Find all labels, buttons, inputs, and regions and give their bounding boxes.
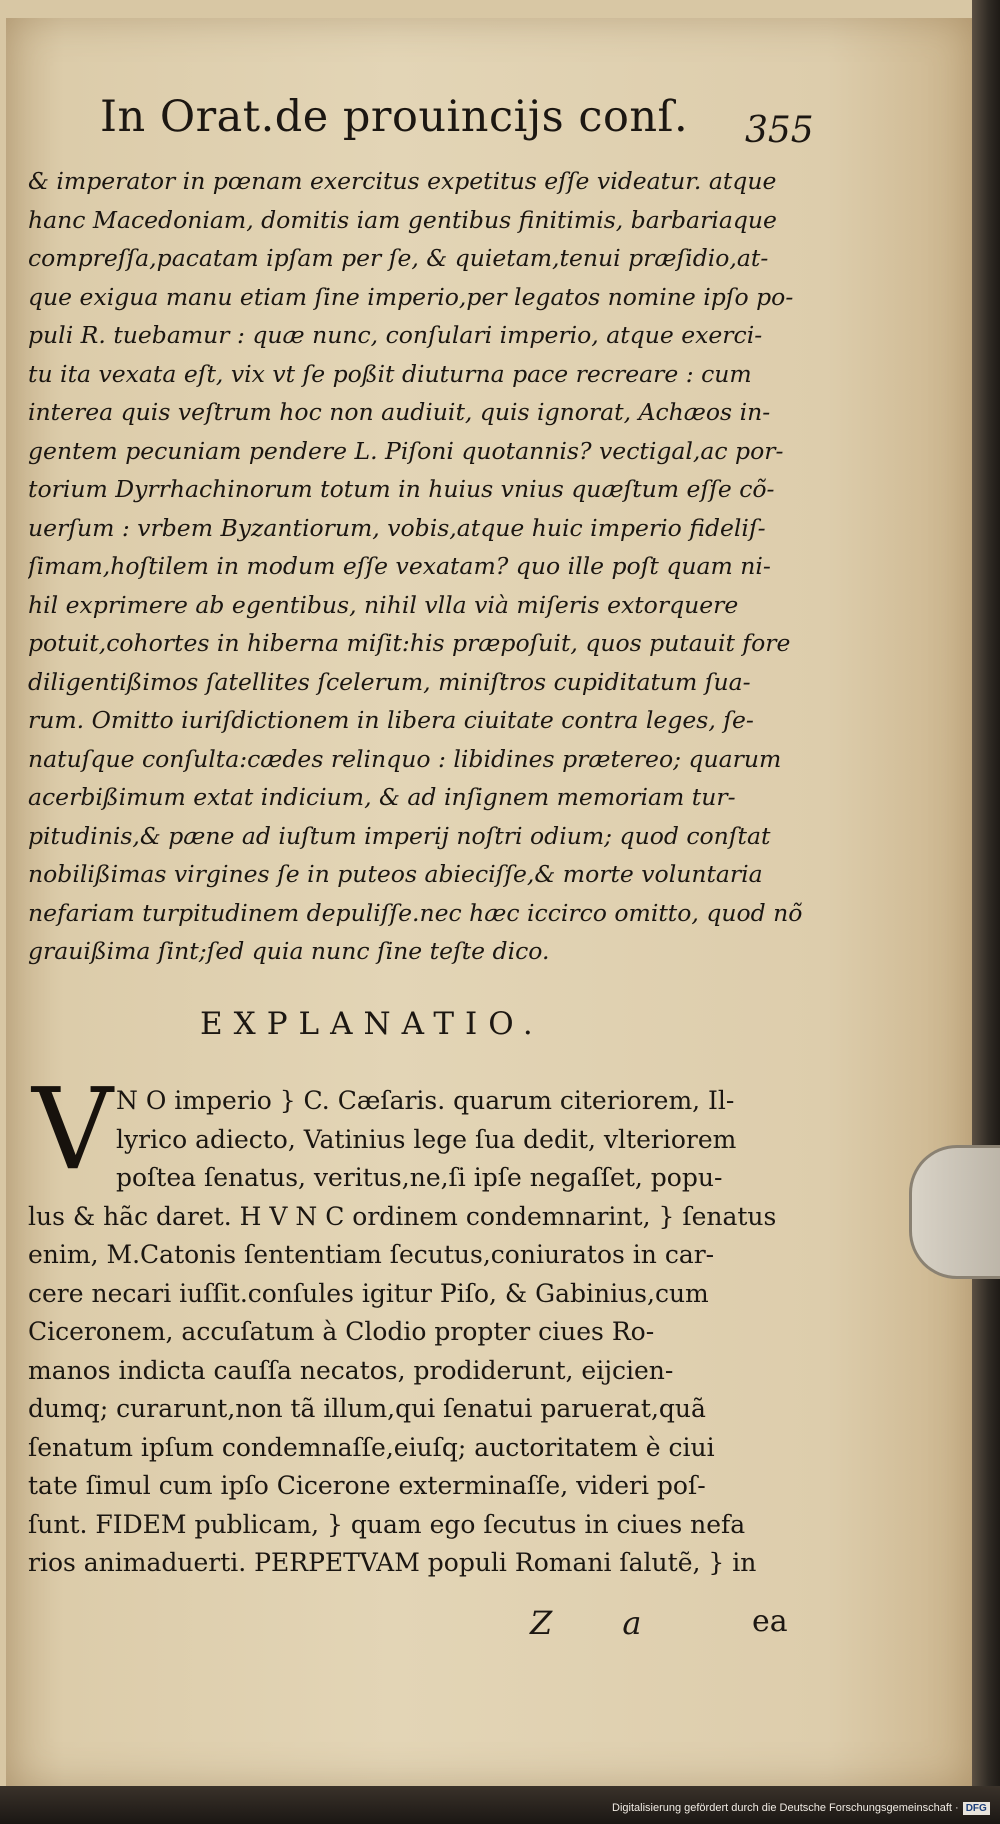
text-line: lyrico adiecto, Vatinius lege ſua dedit, vlteriorem — [116, 1124, 737, 1154]
page-number: 355 — [745, 110, 814, 151]
text-line: grauißima ſint;ſed quia nunc ſine teſte dico. — [28, 937, 550, 965]
text-line: cere necari iuſſit.conſules igitur Piſo, & Gabinius,cum — [28, 1278, 709, 1308]
drop-capital: V — [32, 1065, 113, 1195]
text-line: & imperator in pœnam exercitus expetitus eſſe videatur. atque — [28, 167, 777, 195]
text-line: uerſum : vrbem Byzantiorum, vobis,atque huic imperio fideliſ- — [28, 513, 766, 542]
digitization-credit — [612, 1802, 990, 1815]
text-line: dumq; curarunt,non tã illum,qui ſenatui paruerat,quã — [28, 1394, 706, 1423]
text-line: puli R. tuebamur : quæ nunc, conſulari imperio, atque exerci- — [28, 321, 763, 349]
text-line: torium Dyrrhachinorum totum in huius vnius quæſtum eſſe cõ- — [28, 475, 775, 503]
text-line: que exigua manu etiam ſine imperio,per legatos nomine ipſo po- — [28, 282, 794, 311]
text-line: ſenatum ipſum condemnaſſe,eiuſq; auctoritatem è ciui — [28, 1432, 715, 1462]
text-line: pitudinis,& pæne ad iuſtum imperij noſtri odium; quod conſtat — [28, 821, 771, 850]
text-line: nobilißimas virgines ſe in puteos abieciſſe,& morte voluntaria — [28, 860, 763, 888]
section-heading: EXPLANATIO. — [200, 1006, 544, 1042]
text-line: manos indicta cauſſa necatos, prodiderunt, eijcien- — [28, 1355, 674, 1385]
text-line: interea quis veſtrum hoc non audiuit, quis ignorat, Achæos in- — [28, 398, 771, 426]
text-line: enim, M.Catonis ſententiam ſecutus,coniuratos in car- — [28, 1240, 715, 1269]
text-line: ſunt. FIDEM publicam, } quam ego ſecutus in ciues nefa — [28, 1509, 746, 1539]
text-line: poſtea ſenatus, veritus,ne,ſi ipſe negaſſet, popu- — [116, 1163, 723, 1192]
credit-text: Digitalisierung gefördert durch die Deutsche Forschungsgemeinschaft · — [612, 1802, 959, 1814]
text-line: compreſſa,pacatam ipſam per ſe, & quietam,tenui præſidio,at- — [28, 244, 769, 272]
text-line: hanc Macedoniam, domitis iam gentibus finitimis, barbariaque — [28, 205, 777, 234]
text-line: nefariam turpitudinem depuliſſe.nec hæc iccirco omitto, quod nõ — [28, 898, 803, 927]
catchword: ea — [752, 1604, 788, 1639]
dfg-logo: DFG — [963, 1802, 990, 1815]
text-line: tate ſimul cum ipſo Cicerone exterminaſſe, videri poſ- — [28, 1471, 706, 1500]
text-line: rios animaduerti. PERPETVAM populi Romani ſalutẽ, } in — [28, 1548, 757, 1577]
text-line: ſimam,hoſtilem in modum eſſe vexatam? quo ille poſt quam ni- — [28, 552, 771, 580]
text-line: acerbißimum extat indicium, & ad inſignem memoriam tur- — [28, 783, 736, 811]
text-line: lus & hãc daret. H V N C ordinem condemnarint, } ſenatus — [28, 1201, 777, 1231]
text-line: gentem pecuniam pendere L. Piſoni quotannis? vectigal,ac por- — [28, 436, 784, 465]
text-line: tu ita vexata eſt, vix vt ſe poßit diuturna pace recreare : cum — [28, 359, 752, 388]
commentary-text — [28, 1065, 828, 1583]
text-line: Ciceronem, accuſatum à Clodio propter ciues Ro- — [28, 1317, 655, 1346]
signature-mark: Z a — [530, 1604, 672, 1642]
oration-text — [28, 162, 828, 971]
text-line: natuſque conſulta:cædes relinquo : libidines prætereo; quarum — [28, 744, 782, 773]
text-line: N O imperio } C. Cæſaris. quarum citeriorem, Il- — [116, 1086, 735, 1115]
text-line: rum. Omitto iuriſdictionem in libera ciuitate contra leges, ſe- — [28, 706, 754, 734]
book-edge — [972, 0, 1000, 1824]
text-line: diligentißimos ſatellites ſcelerum, miniſtros cupiditatum ſua- — [28, 667, 751, 696]
running-head: In Orat.de prouincijs conſ. — [100, 92, 689, 142]
text-line: potuit,cohortes in hiberna miſit:his præpoſuit, quos putauit fore — [28, 629, 791, 657]
text-line: hil exprimere ab egentibus, nihil vlla vià miſeris extorquere — [28, 590, 739, 619]
page-clip — [909, 1145, 1000, 1279]
